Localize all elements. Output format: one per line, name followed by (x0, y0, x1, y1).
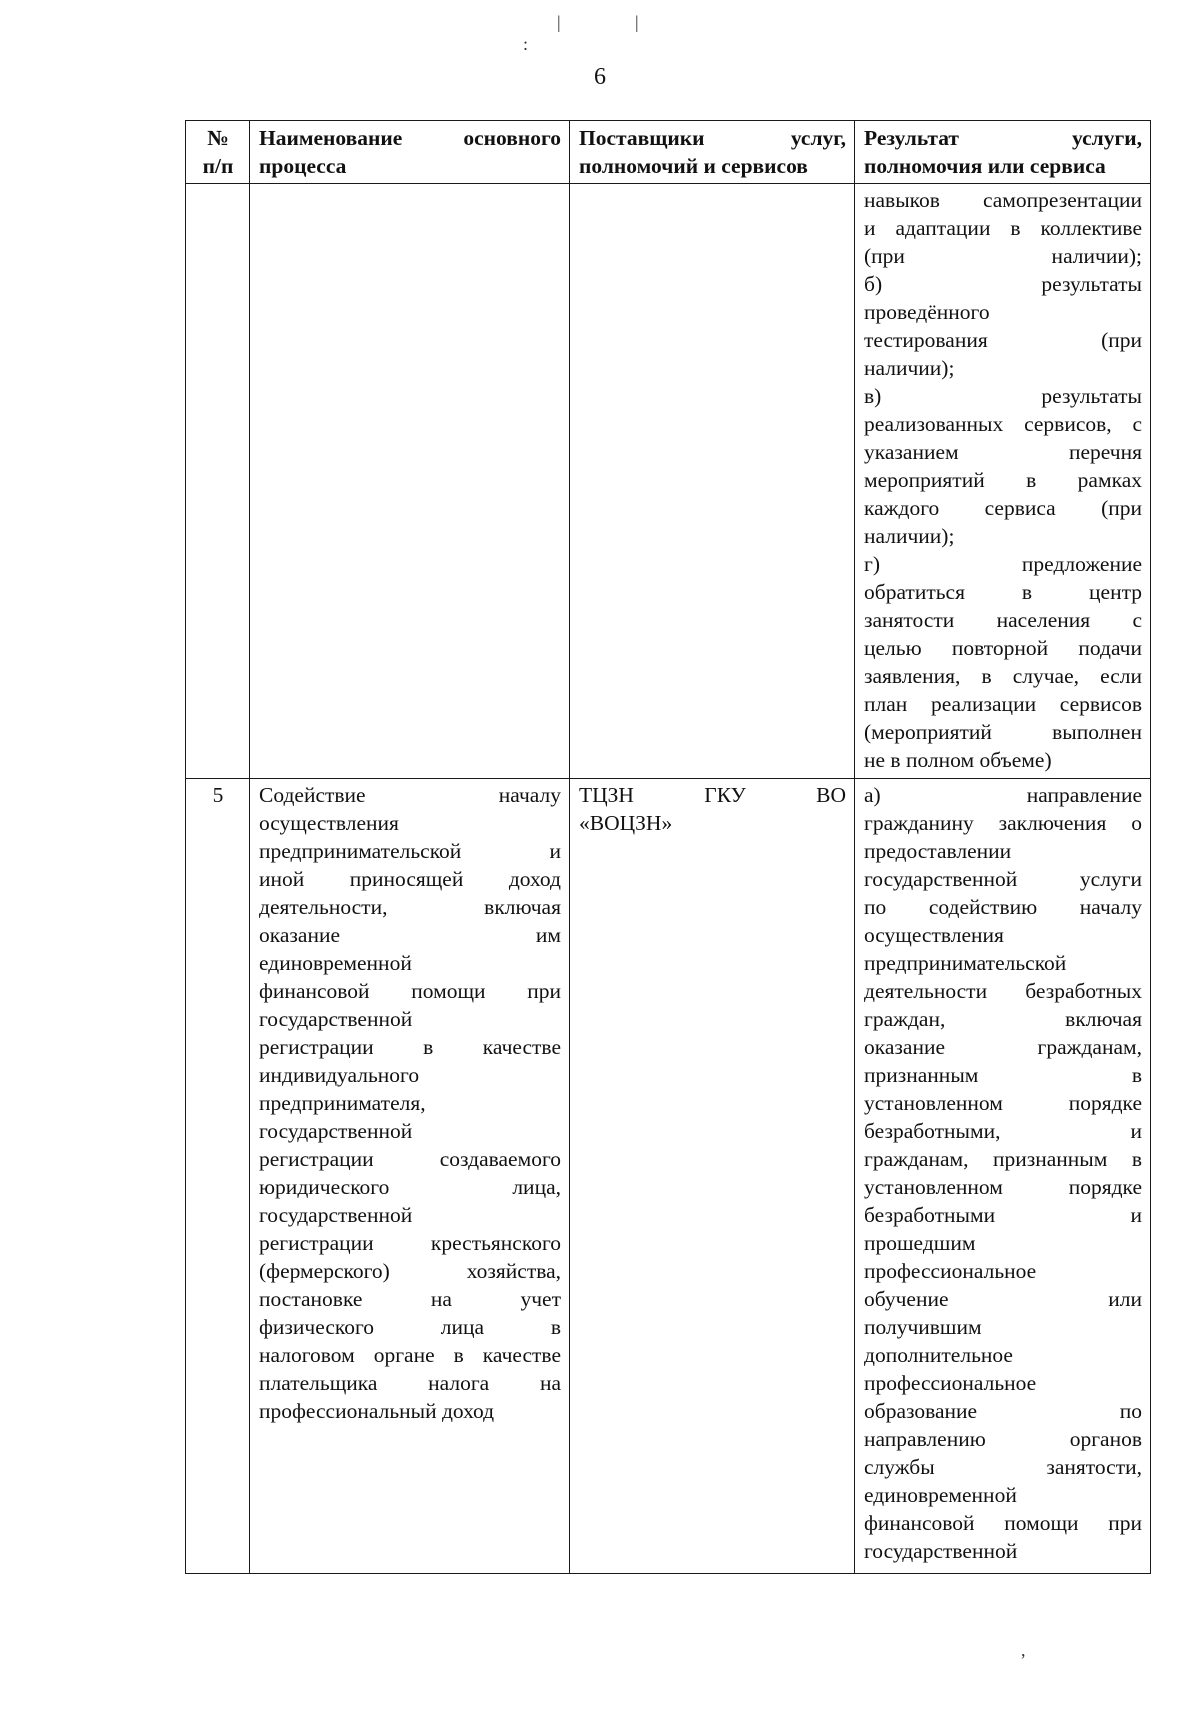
header-result (855, 121, 1151, 184)
text-line: и адаптации в коллективе (864, 216, 1142, 240)
text-line: граждан, включая (864, 1007, 1142, 1031)
text-line: финансовой помощи при (864, 1511, 1142, 1535)
text-line: дополнительное (864, 1343, 1013, 1367)
text-line: безработными, и (864, 1119, 1142, 1143)
text-line: целью повторной подачи (864, 636, 1142, 660)
text-line: (при наличии); (864, 244, 1142, 268)
text-line: плательщика налога на (259, 1371, 561, 1395)
text-line: налоговом органе в качестве (259, 1343, 561, 1367)
page-number: 6 (594, 64, 606, 90)
text-line: юридического лица, (259, 1175, 561, 1199)
text-line: проведённого (864, 300, 990, 324)
text-line: мероприятий в рамках (864, 468, 1142, 492)
text-line: государственной (259, 1203, 413, 1227)
header-line: Наименование основного (259, 126, 561, 150)
text-line: Содействие началу (259, 783, 561, 807)
text-line: установленном порядке (864, 1091, 1142, 1115)
text-line: образование по (864, 1399, 1142, 1423)
text-line: наличии); (864, 356, 955, 380)
text-line: не в полном объеме) (864, 748, 1052, 772)
text-line: предпринимателя, (259, 1091, 426, 1115)
table-row (186, 779, 1151, 1574)
text-line: осуществления (259, 811, 399, 835)
scan-mark: , (1021, 1640, 1026, 1660)
text-line: получившим (864, 1315, 982, 1339)
text-line: план реализации сервисов (864, 692, 1142, 716)
cell-result (855, 184, 1151, 779)
text-line: б) результаты (864, 272, 1142, 296)
text-line: обучение или (864, 1287, 1142, 1311)
text-line: навыков самопрезентации (864, 188, 1142, 212)
text-line: оказание им (259, 923, 561, 947)
cell-supplier (570, 184, 855, 779)
text-line: ТЦЗН ГКУ ВО (579, 783, 846, 807)
process-table (185, 120, 1151, 1574)
text-line: службы занятости, (864, 1455, 1142, 1479)
text-line: в) результаты (864, 384, 1142, 408)
text-line: гражданину заключения о (864, 811, 1142, 835)
cell-num: 5 (186, 779, 250, 1574)
header-line: № (207, 126, 229, 150)
text-line: прошедшим (864, 1231, 976, 1255)
text-line: предпринимательской (864, 951, 1067, 975)
text-line: финансовой помощи при (259, 979, 561, 1003)
text-line: осуществления (864, 923, 1004, 947)
text-line: безработными и (864, 1203, 1142, 1227)
cell-name (250, 779, 570, 1574)
scan-mark: : (523, 34, 529, 54)
text-line: регистрации крестьянского (259, 1231, 561, 1255)
text-line: тестирования (при (864, 328, 1142, 352)
text-line: оказание гражданам, (864, 1035, 1142, 1059)
text-line: постановке на учет (259, 1287, 561, 1311)
text-line: заявления, в случае, если (864, 664, 1142, 688)
table-header-row (186, 121, 1151, 184)
header-line: п/п (202, 154, 234, 178)
text-line: а) направление (864, 783, 1142, 807)
text-line: деятельности безработных (864, 979, 1142, 1003)
text-line: наличии); (864, 524, 955, 548)
text-line: предоставлении (864, 839, 1012, 863)
text-line: государственной (864, 1539, 1018, 1563)
header-num (186, 121, 250, 184)
text-line: профессиональное (864, 1371, 1037, 1395)
text-line: единовременной (259, 951, 412, 975)
header-name (250, 121, 570, 184)
text-line: (фермерского) хозяйства, (259, 1259, 561, 1283)
text-line: (мероприятий выполнен (864, 720, 1142, 744)
text-line: государственной услуги (864, 867, 1142, 891)
text-line: занятости населения с (864, 608, 1142, 632)
cell-result (855, 779, 1151, 1574)
text-line: государственной (259, 1119, 413, 1143)
text-line: деятельности, включая (259, 895, 561, 919)
header-line: процесса (259, 154, 347, 178)
text-line: предпринимательской и (259, 839, 561, 863)
text-line: реализованных сервисов, с (864, 412, 1142, 436)
header-line: Поставщики услуг, (579, 126, 846, 150)
cell-num (186, 184, 250, 779)
table-row (186, 184, 1151, 779)
header-line: Результат услуги, (864, 126, 1142, 150)
text-line: физического лица в (259, 1315, 561, 1339)
text-line: установленном порядке (864, 1175, 1142, 1199)
text-line: признанным в (864, 1063, 1142, 1087)
text-line: индивидуального (259, 1063, 420, 1087)
text-line: единовременной (864, 1483, 1017, 1507)
text-line: профессиональное (864, 1259, 1037, 1283)
cell-supplier (570, 779, 855, 1574)
text-line: по содействию началу (864, 895, 1142, 919)
text-line: регистрации в качестве (259, 1035, 561, 1059)
text-line: иной приносящей доход (259, 867, 561, 891)
text-line: «ВОЦЗН» (579, 811, 673, 835)
scan-mark: | (635, 12, 639, 32)
text-line: указанием перечня (864, 440, 1142, 464)
text-line: г) предложение (864, 552, 1142, 576)
header-supplier (570, 121, 855, 184)
text-line: гражданам, признанным в (864, 1147, 1142, 1171)
header-line: полномочия или сервиса (864, 154, 1106, 178)
text-line: каждого сервиса (при (864, 496, 1142, 520)
text-line: профессиональный доход (259, 1399, 495, 1423)
text-line: направлению органов (864, 1427, 1142, 1451)
cell-name (250, 184, 570, 779)
text-line: государственной (259, 1007, 413, 1031)
text-line: обратиться в центр (864, 580, 1142, 604)
text-line: регистрации создаваемого (259, 1147, 561, 1171)
scan-mark: | (557, 12, 561, 32)
header-line: полномочий и сервисов (579, 154, 808, 178)
